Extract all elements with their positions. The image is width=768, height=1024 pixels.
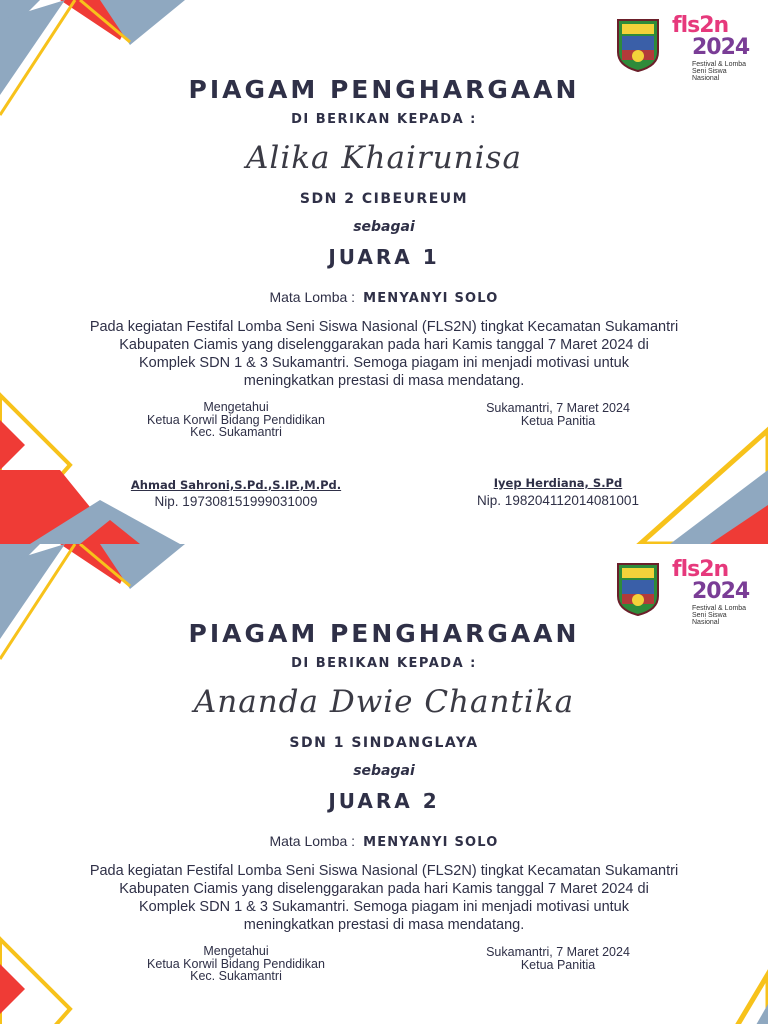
- competition-label: Mata Lomba :: [269, 833, 356, 849]
- fls2n-logo-caption2: Seni Siswa Nasional: [692, 612, 727, 626]
- crest-logo-icon: [616, 560, 660, 616]
- fls2n-logo-caption1: Festival & Lomba: [692, 61, 747, 68]
- paragraph-line: Pada kegiatan Festifal Lomba Seni Siswa Nasional (FLS2N) tingkat Kecamatan Sukamantri: [89, 863, 679, 879]
- right-signatory-name: Iyep Herdiana, S.Pd: [493, 476, 623, 490]
- right-signature-block: [438, 946, 678, 971]
- right-signature-line: Ketua Panitia: [520, 413, 596, 428]
- left-signature-block: [116, 401, 356, 439]
- fls2n-logo-line2: 2024: [692, 35, 750, 60]
- fls2n-logo: [672, 13, 754, 82]
- left-signature-line: Ketua Korwil Bidang Pendidikan: [147, 412, 325, 427]
- right-signature-line: Sukamantri, 7 Maret 2024: [486, 401, 630, 415]
- right-signatory-nip: Nip. 198204112014081001: [477, 493, 639, 508]
- right-signature-line: Ketua Panitia: [520, 957, 596, 972]
- competition-line: [0, 289, 768, 306]
- fls2n-logo-line1: fls2n: [672, 557, 729, 582]
- right-signature-block: [438, 402, 678, 427]
- school-name: SDN 2 CIBEUREUM: [299, 191, 469, 207]
- fls2n-logo-line1: fls2n: [672, 13, 729, 38]
- left-signature-line: Mengetahui: [203, 400, 269, 414]
- right-signature-line: Sukamantri, 7 Maret 2024: [486, 945, 630, 959]
- role-label: sebagai: [353, 219, 415, 235]
- left-signature-line: Mengetahui: [203, 944, 269, 958]
- paragraph-line: Kabupaten Ciamis yang diselenggarakan pada hari Kamis tanggal 7 Maret 2024 di: [119, 881, 649, 897]
- school-name: SDN 1 SINDANGLAYA: [289, 735, 479, 751]
- left-signature-line: Ketua Korwil Bidang Pendidikan: [147, 956, 325, 971]
- given-to-label: DI BERIKAN KEPADA :: [291, 656, 477, 671]
- role-label: sebagai: [353, 763, 415, 779]
- given-to-label: DI BERIKAN KEPADA :: [291, 112, 477, 127]
- paragraph-line: Pada kegiatan Festifal Lomba Seni Siswa Nasional (FLS2N) tingkat Kecamatan Sukamantri: [89, 319, 679, 335]
- rank-label: JUARA 1: [328, 245, 440, 269]
- recipient-name: Alika Khairunisa: [246, 140, 522, 176]
- competition-value: MENYANYI SOLO: [363, 291, 499, 306]
- left-signature-line: Kec. Sukamantri: [190, 969, 282, 983]
- paragraph-line: Komplek SDN 1 & 3 Sukamantri. Semoga piagam ini menjadi motivasi untuk: [138, 899, 629, 915]
- crest-logo-icon: [616, 16, 660, 72]
- left-signature-block: [116, 945, 356, 983]
- competition-label: Mata Lomba :: [269, 289, 356, 305]
- paragraph-line: Kabupaten Ciamis yang diselenggarakan pada hari Kamis tanggal 7 Maret 2024 di: [119, 337, 649, 353]
- description-paragraph: [60, 318, 708, 390]
- fls2n-logo-caption2: Seni Siswa Nasional: [692, 68, 727, 82]
- certificate-2: [0, 544, 768, 1024]
- rank-label: JUARA 2: [328, 789, 440, 813]
- certificate-title: PIAGAM PENGHARGAAN: [188, 75, 580, 104]
- recipient-name: Ananda Dwie Chantika: [193, 684, 575, 720]
- description-paragraph: [60, 862, 708, 934]
- certificate-title: PIAGAM PENGHARGAAN: [188, 619, 580, 648]
- competition-line: [0, 833, 768, 850]
- left-signatory-nip: Nip. 197308151999031009: [154, 494, 318, 509]
- paragraph-line: Komplek SDN 1 & 3 Sukamantri. Semoga piagam ini menjadi motivasi untuk: [138, 355, 629, 371]
- paragraph-line: meningkatkan prestasi di masa mendatang.: [243, 373, 525, 389]
- competition-value: MENYANYI SOLO: [363, 835, 499, 850]
- paragraph-line: meningkatkan prestasi di masa mendatang.: [243, 917, 525, 933]
- fls2n-logo: [672, 557, 754, 626]
- fls2n-logo-caption1: Festival & Lomba: [692, 605, 747, 612]
- left-signatory-name: Ahmad Sahroni,S.Pd.,S.IP.,M.Pd.: [130, 478, 342, 492]
- left-signature-line: Kec. Sukamantri: [190, 425, 282, 439]
- fls2n-logo-line2: 2024: [692, 579, 750, 604]
